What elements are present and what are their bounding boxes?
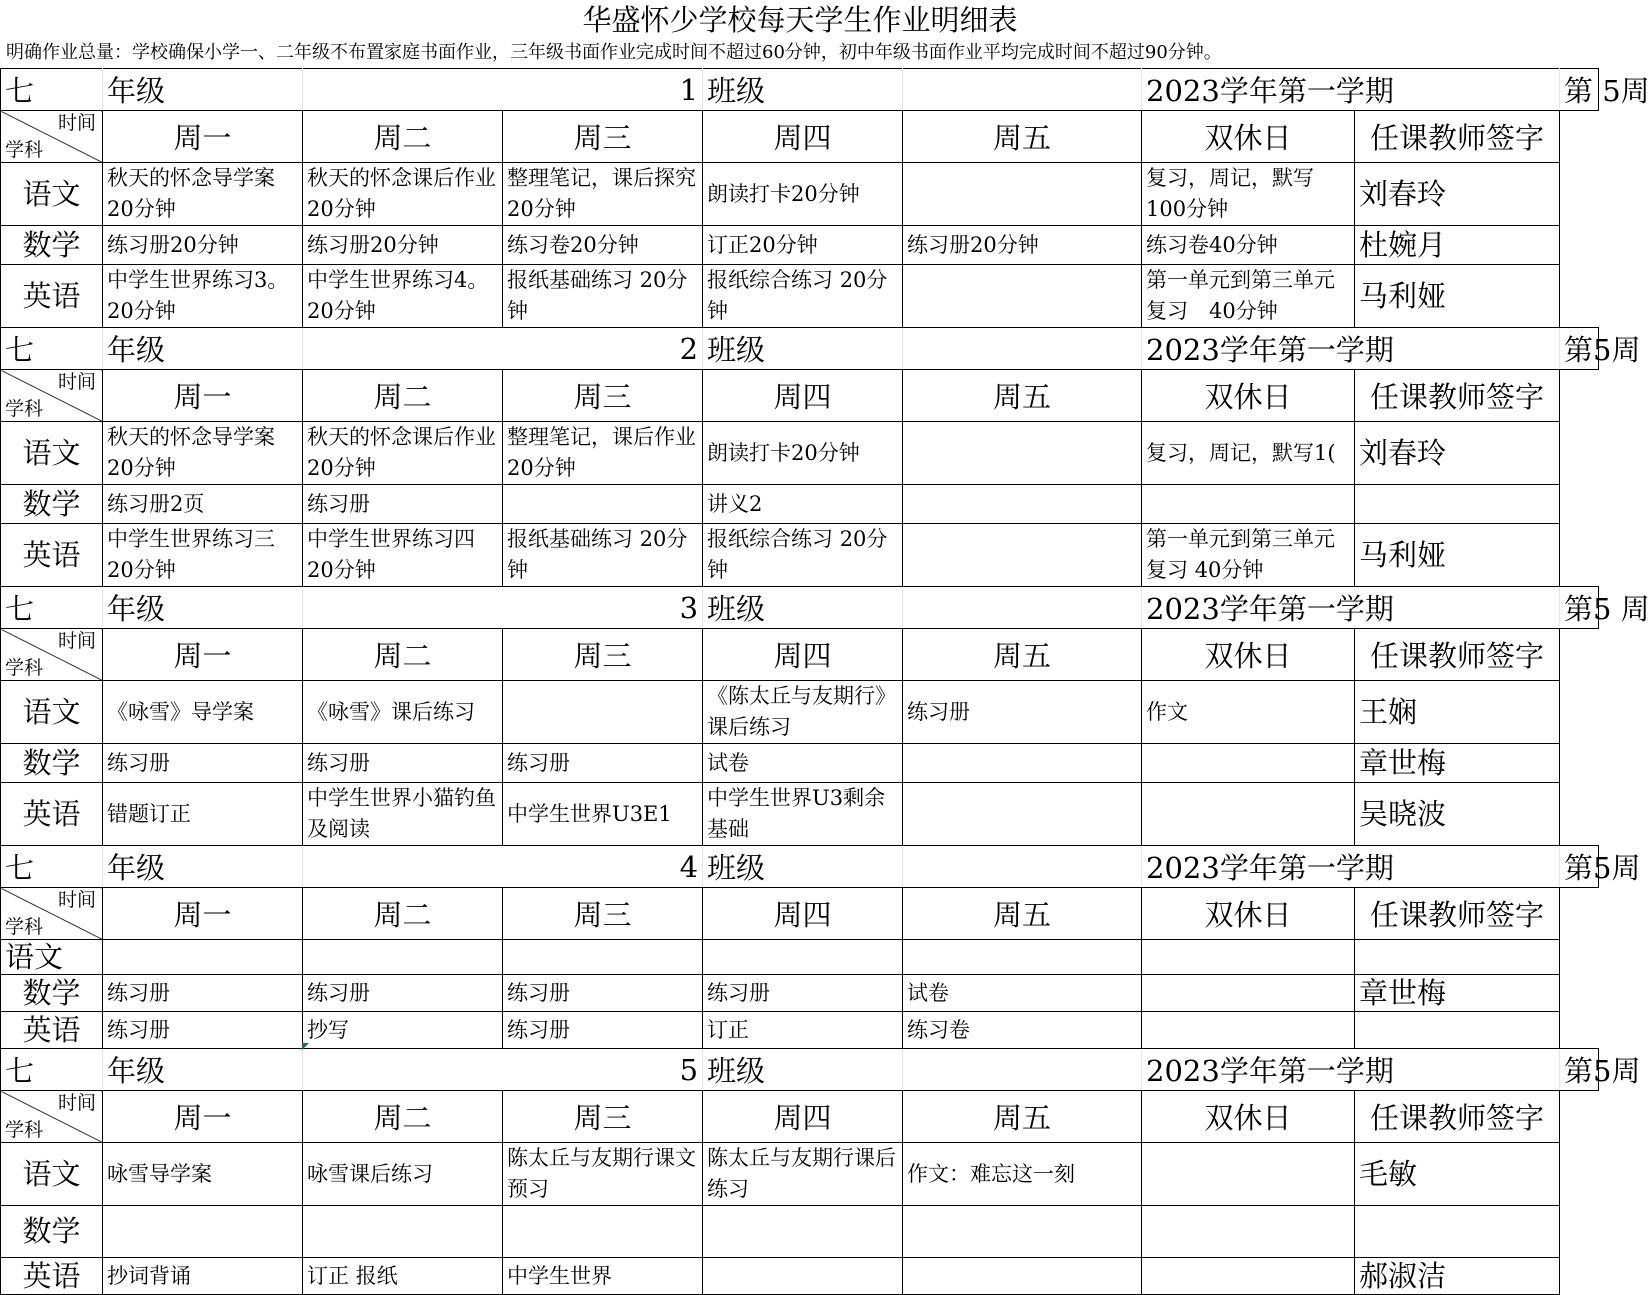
teacher-name: 郝淑洁 bbox=[1355, 1258, 1560, 1295]
homework-table bbox=[0, 68, 1650, 1295]
day-header-3: 周三 bbox=[503, 111, 703, 163]
subject-name: 英语 bbox=[1, 1012, 103, 1049]
subject-name: 数学 bbox=[1, 744, 103, 783]
homework-cell bbox=[903, 940, 1142, 975]
subject-name: 语文 bbox=[1, 940, 103, 975]
homework-cell: 中学生世界练习三20分钟 bbox=[103, 524, 303, 587]
homework-cell: 讲义2 bbox=[703, 485, 903, 524]
homework-cell: 《陈太丘与友期行》课后练习 bbox=[703, 681, 903, 744]
homework-cell: 练习册20分钟 bbox=[103, 226, 303, 265]
time-label: 时间 bbox=[57, 371, 96, 393]
homework-cell bbox=[1142, 485, 1355, 524]
subject-row bbox=[1, 744, 1599, 783]
homework-cell: 中学生世界 bbox=[503, 1258, 703, 1295]
semester-label: 2023学年第一学期 bbox=[1142, 69, 1560, 111]
homework-cell: 订正20分钟 bbox=[703, 226, 903, 265]
subject-row bbox=[1, 1143, 1599, 1206]
semester-label: 2023学年第一学期 bbox=[1142, 587, 1560, 629]
subject-row bbox=[1, 940, 1599, 975]
homework-cell: 练习册20分钟 bbox=[303, 226, 503, 265]
grade-value: 七 bbox=[1, 328, 103, 370]
diagonal-header-cell bbox=[1, 1091, 103, 1143]
homework-cell: 练习册 bbox=[703, 975, 903, 1012]
homework-cell: 练习册20分钟 bbox=[903, 226, 1142, 265]
diagonal-header-cell bbox=[1, 370, 103, 422]
day-header-6: 双休日 bbox=[1142, 370, 1355, 422]
teacher-signature-header: 任课教师签字 bbox=[1355, 1091, 1560, 1143]
teacher-name: 王娴 bbox=[1355, 681, 1560, 744]
teacher-name: 刘春玲 bbox=[1355, 422, 1560, 485]
time-label: 时间 bbox=[57, 1092, 96, 1114]
homework-cell bbox=[503, 1206, 703, 1258]
homework-cell bbox=[1142, 1143, 1355, 1206]
day-header-1: 周一 bbox=[103, 111, 303, 163]
subject-row bbox=[1, 975, 1599, 1012]
class-number: 2 bbox=[303, 328, 703, 370]
day-header-2: 周二 bbox=[303, 1091, 503, 1143]
subject-row bbox=[1, 1206, 1599, 1258]
homework-cell: 错题订正 bbox=[103, 783, 303, 846]
class-label: 班级 bbox=[703, 587, 903, 629]
diagonal-header-cell bbox=[1, 111, 103, 163]
teacher-name: 吴晓波 bbox=[1355, 783, 1560, 846]
teacher-signature-header: 任课教师签字 bbox=[1355, 111, 1560, 163]
homework-cell: 中学生世界练习四20分钟 bbox=[303, 524, 503, 587]
homework-cell: 报纸基础练习 20分钟 bbox=[503, 265, 703, 328]
class-info-row bbox=[1, 846, 1599, 888]
homework-cell bbox=[503, 681, 703, 744]
day-header-2: 周二 bbox=[303, 888, 503, 940]
homework-cell bbox=[903, 485, 1142, 524]
grade-value: 七 bbox=[1, 1049, 103, 1091]
subject-name: 数学 bbox=[1, 1206, 103, 1258]
weekday-header-row bbox=[1, 111, 1599, 163]
homework-cell bbox=[903, 524, 1142, 587]
homework-cell: 练习册 bbox=[103, 744, 303, 783]
homework-cell bbox=[1142, 975, 1355, 1012]
day-header-5: 周五 bbox=[903, 629, 1142, 681]
subject-row bbox=[1, 1012, 1599, 1049]
day-header-1: 周一 bbox=[103, 1091, 303, 1143]
day-header-3: 周三 bbox=[503, 1091, 703, 1143]
homework-cell: 试卷 bbox=[703, 744, 903, 783]
class-number: 5 bbox=[303, 1049, 703, 1091]
teacher-name: 马利娅 bbox=[1355, 524, 1560, 587]
homework-cell: 练习册 bbox=[103, 1012, 303, 1049]
homework-cell: 练习册2页 bbox=[103, 485, 303, 524]
weekday-header-row bbox=[1, 629, 1599, 681]
subject-name: 数学 bbox=[1, 485, 103, 524]
subject-row bbox=[1, 1258, 1599, 1295]
homework-cell: 第一单元到第三单元复习 40分钟 bbox=[1142, 524, 1355, 587]
homework-cell: 练习册 bbox=[503, 975, 703, 1012]
teacher-name: 毛敏 bbox=[1355, 1143, 1560, 1206]
homework-cell: 订正 报纸 bbox=[303, 1258, 503, 1295]
week-label: 第5 周 bbox=[1560, 587, 1599, 629]
homework-cell: 秋天的怀念导学案20分钟 bbox=[103, 422, 303, 485]
homework-cell bbox=[503, 940, 703, 975]
homework-cell bbox=[1142, 783, 1355, 846]
info-spacer bbox=[903, 846, 1142, 888]
homework-cell: 订正 bbox=[703, 1012, 903, 1049]
homework-cell bbox=[1142, 744, 1355, 783]
day-header-6: 双休日 bbox=[1142, 1091, 1355, 1143]
day-header-4: 周四 bbox=[703, 888, 903, 940]
subject-label: 学科 bbox=[5, 398, 44, 420]
weekday-header-row bbox=[1, 888, 1599, 940]
day-header-4: 周四 bbox=[703, 370, 903, 422]
homework-cell: 第一单元到第三单元复习 40分钟 bbox=[1142, 265, 1355, 328]
homework-cell bbox=[903, 744, 1142, 783]
subject-name: 英语 bbox=[1, 1258, 103, 1295]
class-info-row bbox=[1, 69, 1599, 111]
homework-cell: 作文 bbox=[1142, 681, 1355, 744]
page-title: 华盛怀少学校每天学生作业明细表 bbox=[582, 3, 1018, 37]
diagonal-header-cell bbox=[1, 888, 103, 940]
homework-cell: 练习册 bbox=[503, 1012, 703, 1049]
homework-cell: 练习册 bbox=[103, 975, 303, 1012]
class-label: 班级 bbox=[703, 1049, 903, 1091]
day-header-1: 周一 bbox=[103, 888, 303, 940]
subject-name: 英语 bbox=[1, 265, 103, 328]
subject-row bbox=[1, 783, 1599, 846]
grade-value: 七 bbox=[1, 846, 103, 888]
subject-row bbox=[1, 226, 1599, 265]
class-info-row bbox=[1, 587, 1599, 629]
homework-cell: 秋天的怀念课后作业20分钟 bbox=[303, 422, 503, 485]
homework-cell: 报纸综合练习 20分钟 bbox=[703, 265, 903, 328]
homework-cell: 试卷 bbox=[903, 975, 1142, 1012]
homework-cell bbox=[903, 422, 1142, 485]
subject-name: 数学 bbox=[1, 975, 103, 1012]
subject-row bbox=[1, 485, 1599, 524]
homework-cell bbox=[903, 783, 1142, 846]
homework-cell: 报纸基础练习 20分钟 bbox=[503, 524, 703, 587]
homework-cell: 复习，周记，默写100分钟 bbox=[1142, 163, 1355, 226]
day-header-5: 周五 bbox=[903, 888, 1142, 940]
teacher-name bbox=[1355, 940, 1560, 975]
class-label: 班级 bbox=[703, 69, 903, 111]
homework-cell: 朗读打卡20分钟 bbox=[703, 163, 903, 226]
day-header-4: 周四 bbox=[703, 111, 903, 163]
homework-cell: 练习册 bbox=[303, 485, 503, 524]
semester-label: 2023学年第一学期 bbox=[1142, 846, 1560, 888]
subject-name: 英语 bbox=[1, 524, 103, 587]
weekday-header-row bbox=[1, 370, 1599, 422]
subject-row bbox=[1, 265, 1599, 328]
homework-cell: 中学生世界练习4。20分钟 bbox=[303, 265, 503, 328]
teacher-name: 章世梅 bbox=[1355, 744, 1560, 783]
homework-cell: 抄写 bbox=[303, 1012, 503, 1049]
teacher-name bbox=[1355, 1012, 1560, 1049]
subject-row bbox=[1, 163, 1599, 226]
subject-label: 学科 bbox=[5, 657, 44, 679]
teacher-name: 章世梅 bbox=[1355, 975, 1560, 1012]
teacher-name: 杜婉月 bbox=[1355, 226, 1560, 265]
day-header-6: 双休日 bbox=[1142, 629, 1355, 681]
homework-cell: 整理笔记，课后探究20分钟 bbox=[503, 163, 703, 226]
class-info-row bbox=[1, 1049, 1599, 1091]
subject-name: 语文 bbox=[1, 1143, 103, 1206]
homework-cell: 练习卷40分钟 bbox=[1142, 226, 1355, 265]
homework-cell: 练习卷20分钟 bbox=[503, 226, 703, 265]
grade-label: 年级 bbox=[103, 328, 303, 370]
semester-label: 2023学年第一学期 bbox=[1142, 328, 1560, 370]
grade-label: 年级 bbox=[103, 846, 303, 888]
homework-cell: 秋天的怀念课后作业20分钟 bbox=[303, 163, 503, 226]
day-header-4: 周四 bbox=[703, 629, 903, 681]
time-label: 时间 bbox=[57, 889, 96, 911]
teacher-name bbox=[1355, 485, 1560, 524]
homework-cell: 咏雪导学案 bbox=[103, 1143, 303, 1206]
cell-comment-marker bbox=[302, 1043, 309, 1050]
homework-cell bbox=[903, 1206, 1142, 1258]
teacher-name bbox=[1355, 1206, 1560, 1258]
homework-cell: 中学生世界U3剩余基础 bbox=[703, 783, 903, 846]
day-header-6: 双休日 bbox=[1142, 111, 1355, 163]
homework-cell bbox=[1142, 940, 1355, 975]
class-info-row bbox=[1, 328, 1599, 370]
subject-name: 数学 bbox=[1, 226, 103, 265]
homework-cell bbox=[903, 265, 1142, 328]
homework-cell bbox=[903, 163, 1142, 226]
week-label: 第 5周 bbox=[1560, 69, 1599, 111]
homework-cell: 作文：难忘这一刻 bbox=[903, 1143, 1142, 1206]
subject-label: 学科 bbox=[5, 916, 44, 938]
day-header-2: 周二 bbox=[303, 629, 503, 681]
semester-label: 2023学年第一学期 bbox=[1142, 1049, 1560, 1091]
diagonal-header-cell bbox=[1, 629, 103, 681]
homework-cell bbox=[703, 940, 903, 975]
info-spacer bbox=[903, 1049, 1142, 1091]
class-label: 班级 bbox=[703, 328, 903, 370]
homework-cell: 中学生世界小猫钓鱼及阅读 bbox=[303, 783, 503, 846]
homework-cell bbox=[103, 940, 303, 975]
teacher-name: 刘春玲 bbox=[1355, 163, 1560, 226]
day-header-2: 周二 bbox=[303, 370, 503, 422]
info-spacer bbox=[903, 328, 1142, 370]
homework-cell: 练习册 bbox=[503, 744, 703, 783]
day-header-3: 周三 bbox=[503, 370, 703, 422]
week-label: 第5周 bbox=[1560, 1049, 1599, 1091]
class-label: 班级 bbox=[703, 846, 903, 888]
homework-cell bbox=[1142, 1012, 1355, 1049]
homework-cell bbox=[1142, 1206, 1355, 1258]
homework-cell: 《咏雪》课后练习 bbox=[303, 681, 503, 744]
day-header-4: 周四 bbox=[703, 1091, 903, 1143]
week-label: 第5周 bbox=[1560, 846, 1599, 888]
homework-cell bbox=[903, 1258, 1142, 1295]
time-label: 时间 bbox=[57, 112, 96, 134]
subject-name: 英语 bbox=[1, 783, 103, 846]
homework-cell: 整理笔记，课后作业20分钟 bbox=[503, 422, 703, 485]
weekday-header-row bbox=[1, 1091, 1599, 1143]
info-spacer bbox=[903, 69, 1142, 111]
homework-cell bbox=[1142, 1258, 1355, 1295]
homework-cell bbox=[703, 1258, 903, 1295]
homework-cell: 中学生世界U3E1 bbox=[503, 783, 703, 846]
grade-value: 七 bbox=[1, 587, 103, 629]
subject-name: 语文 bbox=[1, 163, 103, 226]
homework-cell bbox=[703, 1206, 903, 1258]
class-number: 4 bbox=[303, 846, 703, 888]
homework-cell: 陈太丘与友期行课文预习 bbox=[503, 1143, 703, 1206]
homework-cell: 《咏雪》导学案 bbox=[103, 681, 303, 744]
subject-label: 学科 bbox=[5, 1119, 44, 1141]
day-header-3: 周三 bbox=[503, 888, 703, 940]
subject-row bbox=[1, 422, 1599, 485]
subject-row bbox=[1, 681, 1599, 744]
homework-cell: 练习册 bbox=[903, 681, 1142, 744]
homework-cell: 报纸综合练习 20分钟 bbox=[703, 524, 903, 587]
day-header-1: 周一 bbox=[103, 370, 303, 422]
homework-cell: 咏雪课后练习 bbox=[303, 1143, 503, 1206]
time-label: 时间 bbox=[57, 630, 96, 652]
homework-cell bbox=[503, 485, 703, 524]
homework-cell: 复习，周记，默写1( bbox=[1142, 422, 1355, 485]
subject-row bbox=[1, 524, 1599, 587]
day-header-2: 周二 bbox=[303, 111, 503, 163]
homework-cell: 练习卷 bbox=[903, 1012, 1142, 1049]
homework-cell bbox=[103, 1206, 303, 1258]
teacher-signature-header: 任课教师签字 bbox=[1355, 370, 1560, 422]
day-header-6: 双休日 bbox=[1142, 888, 1355, 940]
teacher-signature-header: 任课教师签字 bbox=[1355, 888, 1560, 940]
grade-label: 年级 bbox=[103, 69, 303, 111]
homework-cell: 练习册 bbox=[303, 975, 503, 1012]
subject-name: 语文 bbox=[1, 422, 103, 485]
day-header-1: 周一 bbox=[103, 629, 303, 681]
homework-cell: 抄词背诵 bbox=[103, 1258, 303, 1295]
class-number: 1 bbox=[303, 69, 703, 111]
grade-label: 年级 bbox=[103, 587, 303, 629]
teacher-name: 马利娅 bbox=[1355, 265, 1560, 328]
subject-name: 语文 bbox=[1, 681, 103, 744]
info-spacer bbox=[903, 587, 1142, 629]
homework-cell bbox=[303, 940, 503, 975]
week-label: 第5周 bbox=[1560, 328, 1599, 370]
homework-cell: 朗读打卡20分钟 bbox=[703, 422, 903, 485]
subject-label: 学科 bbox=[5, 139, 44, 161]
day-header-3: 周三 bbox=[503, 629, 703, 681]
homework-cell: 陈太丘与友期行课后练习 bbox=[703, 1143, 903, 1206]
grade-value: 七 bbox=[1, 69, 103, 111]
class-number: 3 bbox=[303, 587, 703, 629]
homework-policy-note: 明确作业总量：学校确保小学一、二年级不布置家庭书面作业，三年级书面作业完成时间不超过60分钟，初中年级书面作业平均完成时间不超过90分钟。 bbox=[6, 42, 1222, 63]
teacher-signature-header: 任课教师签字 bbox=[1355, 629, 1560, 681]
day-header-5: 周五 bbox=[903, 111, 1142, 163]
homework-cell: 练习册 bbox=[303, 744, 503, 783]
homework-cell bbox=[303, 1206, 503, 1258]
day-header-5: 周五 bbox=[903, 1091, 1142, 1143]
homework-cell: 中学生世界练习3。20分钟 bbox=[103, 265, 303, 328]
day-header-5: 周五 bbox=[903, 370, 1142, 422]
grade-label: 年级 bbox=[103, 1049, 303, 1091]
homework-cell: 秋天的怀念导学案20分钟 bbox=[103, 163, 303, 226]
